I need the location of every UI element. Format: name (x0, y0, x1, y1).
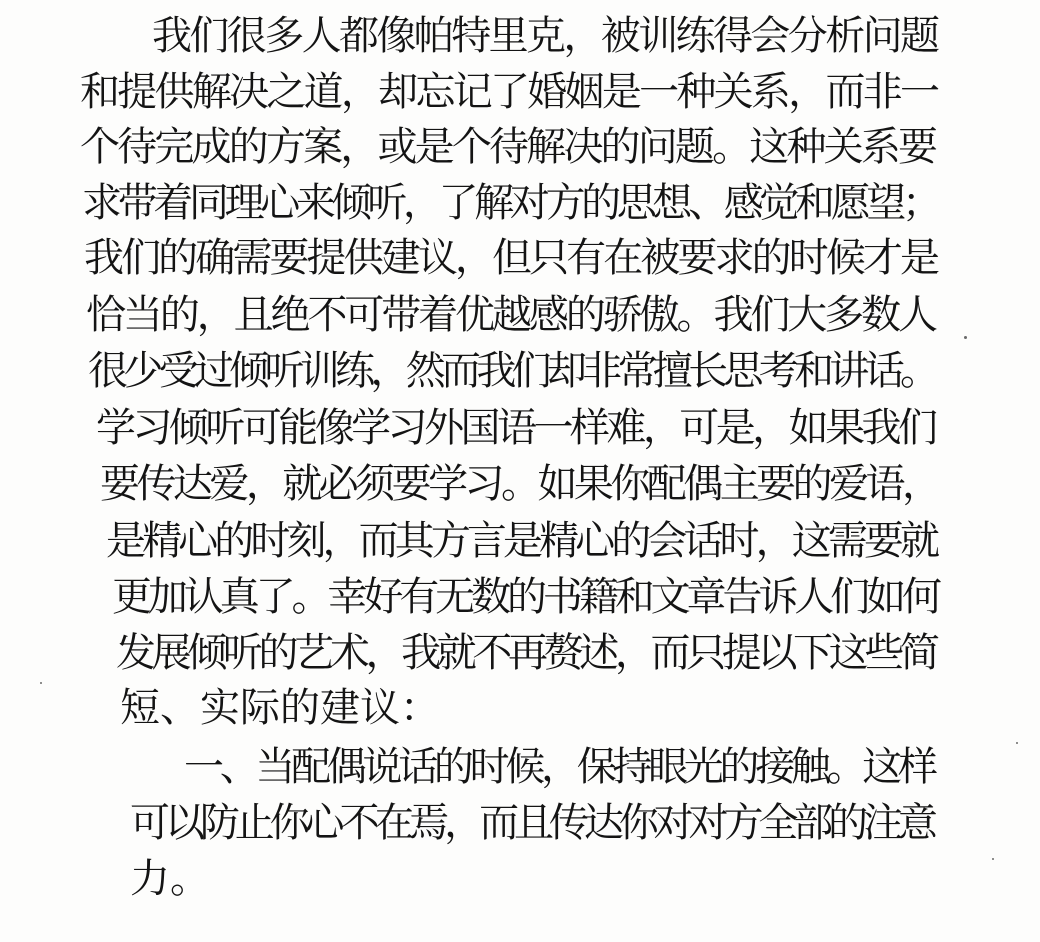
text-line: 求带着同理心来倾听，了解对方的思想、感觉和愿望； (82, 180, 938, 226)
text-line: 可以防止你心不在焉，而且传达你对对方全部的注意 (130, 800, 933, 846)
text-line: 个待完成的方案，或是个待解决的问题。这种关系要 (80, 124, 936, 170)
text-line: 我们的确需要提供建议，但只有在被要求的时候才是 (84, 235, 938, 281)
text-line: 一、当配偶说话的时候，保持眼光的接触。这样 (184, 744, 934, 790)
text-line: 学习倾听可能像学习外国语一样难，可是，如果我们 (96, 405, 935, 451)
text-line: 要传达爱，就必须要学习。如果你配偶主要的爱语， (100, 461, 939, 507)
scan-speck (992, 858, 994, 860)
text-line: 更加认真了。幸好有无数的书籍和文章告诉人们如何 (112, 574, 938, 620)
text-line: 短、实际的建议： (120, 685, 440, 731)
text-line: 是精心的时刻，而其方言是精心的会话时，这需要就 (106, 518, 937, 564)
scan-speck (40, 682, 42, 684)
text-line: 发展倾听的艺术，我就不再赘述，而只提以下这些简 (116, 630, 936, 676)
text-line: 和提供解决之道，却忘记了婚姻是一种关系，而非一 (80, 69, 938, 115)
text-line: 我们很多人都像帕特里克，被训练得会分析问题 (152, 13, 938, 59)
text-line: 力。 (130, 856, 210, 902)
scan-speck (1016, 742, 1018, 744)
scan-speck (964, 336, 967, 339)
text-line: 很少受过倾听训练，然而我们却非常擅长思考和讲话。 (88, 348, 936, 394)
text-line: 恰当的，且绝不可带着优越感的骄傲。我们大多数人 (86, 292, 935, 338)
